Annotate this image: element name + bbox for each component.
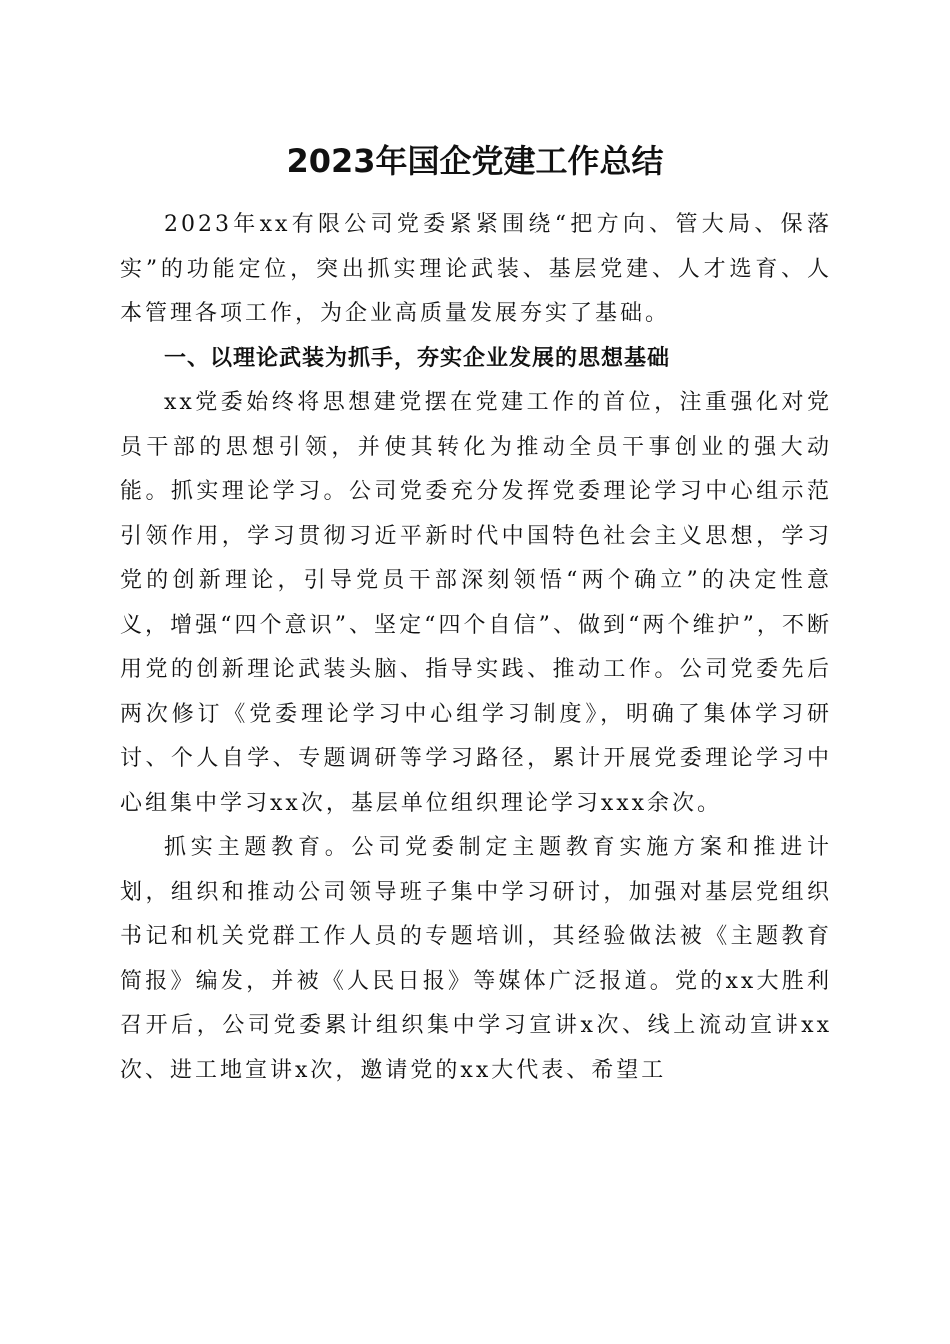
section1-paragraph-1: xx党委始终将思想建党摆在党建工作的首位，注重强化对党员干部的思想引领，并使其转化为推动全员干事创业的强大动能。抓实理论学习。公司党委充分发挥党委理论学习中心组示范引领作用，学习贯彻习近平新时代中国特色社会主义思想，学习党的创新理论，引导党员干部深刻领悟“两个确立”的决定性意义，增强“四个意识”、坚定“四个自信”、做到“两个维护”，不断用党的创新理论武装头脑、指导实践、推动工作。公司党委先后两次修订《党委理论学习中心组学习制度》，明确了集体学习研讨、个人自学、专题调研等学习路径，累计开展党委理论学习中心组集中学习xx次，基层单位组织理论学习xxx余次。 xyxy=(120,390,832,816)
section1-paragraph-2: 抓实主题教育。公司党委制定主题教育实施方案和推进计划，组织和推动公司领导班子集中学习研讨，加强对基层党组织书记和机关党群工作人员的专题培训，其经验做法被《主题教育简报》编发，并被《人民日报》等媒体广泛报道。党的xx大胜利召开后，公司党委累计组织集中学习宣讲x次、线上流动宣讲xx次、进工地宣讲x次，邀请党的xx大代表、希望工 xyxy=(120,835,832,1083)
document-body xyxy=(120,203,832,1093)
section-heading-1: 一、以理论武装为抓手，夯实企业发展的思想基础 xyxy=(164,345,671,371)
intro-paragraph: 2023年xx有限公司党委紧紧围绕“把方向、管大局、保落实”的功能定位，突出抓实理论武装、基层党建、人才选育、人本管理各项工作，为企业高质量发展夯实了基础。 xyxy=(120,212,832,326)
document-title: 2023年国企党建工作总结 xyxy=(286,142,664,180)
